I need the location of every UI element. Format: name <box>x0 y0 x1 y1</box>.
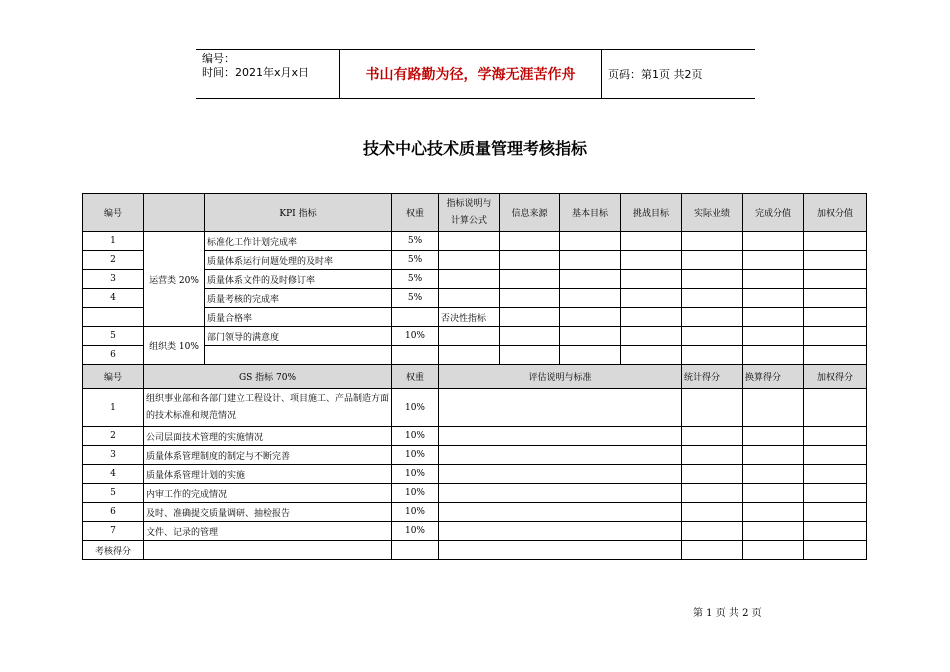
total-row <box>83 541 867 560</box>
motto: 书山有路勤为径，学海无涯苦作舟 <box>365 67 576 83</box>
header-motto-cell <box>339 50 602 98</box>
col-weighted: 加权分值 <box>804 194 867 232</box>
page-label: 页码：第1页 共2页 <box>608 68 703 81</box>
col-kpi: KPI 指标 <box>205 194 392 232</box>
table-row: 4 质量体系管理计划的实施 10% <box>83 465 867 484</box>
table-row: 5 组织类 10% 部门领导的满意度 10% <box>83 327 867 346</box>
gs-col-weight: 权重 <box>392 365 439 389</box>
total-label: 考核得分 <box>83 541 144 560</box>
table-row: 2 公司层面技术管理的实施情况 10% <box>83 427 867 446</box>
gs-col-weighted: 加权得分 <box>804 365 867 389</box>
table-row: 5 内审工作的完成情况 10% <box>83 484 867 503</box>
col-actual: 实际业绩 <box>682 194 743 232</box>
table-row: 质量合格率 否决性指标 <box>83 308 867 327</box>
assessment-table <box>82 193 867 560</box>
veto-indicator: 否决性指标 <box>439 308 500 327</box>
group-org: 组织类 10% <box>144 327 205 365</box>
gs-header-row <box>83 365 867 389</box>
table-row: 2 质量体系运行问题处理的及时率 5% <box>83 251 867 270</box>
gs-col-indicator: GS 指标 70% <box>144 365 392 389</box>
table-row: 4 质量考核的完成率 5% <box>83 289 867 308</box>
gs-col-stat: 统计得分 <box>682 365 743 389</box>
col-number: 编号 <box>83 194 144 232</box>
gs-col-number: 编号 <box>83 365 144 389</box>
col-source: 信息来源 <box>500 194 560 232</box>
col-category <box>144 194 205 232</box>
table-row: 6 及时、准确提交质量调研、抽检报告 10% <box>83 503 867 522</box>
table-row: 3 质量体系管理制度的制定与不断完善 10% <box>83 446 867 465</box>
gs-col-convert: 换算得分 <box>743 365 804 389</box>
time-label: 时间：2021年x月x日 <box>202 66 310 79</box>
table-row: 3 质量体系文件的及时修订率 5% <box>83 270 867 289</box>
table-row: 7 文件、记录的管理 10% <box>83 522 867 541</box>
col-desc: 指标说明与 计算公式 <box>439 194 500 232</box>
col-weight: 权重 <box>392 194 439 232</box>
document-header <box>196 49 755 99</box>
gs-col-eval: 评估说明与标准 <box>439 365 682 389</box>
table-row: 1 组织事业部和各部门建立工程设计、项目施工、产品制造方面的技术标准和规范情况 10% <box>83 389 867 427</box>
number-label: 编号： <box>202 52 235 65</box>
kpi-header-row <box>83 194 867 232</box>
col-score: 完成分值 <box>743 194 804 232</box>
header-info <box>196 50 339 98</box>
col-base: 基本目标 <box>560 194 621 232</box>
table-row: 6 <box>83 346 867 365</box>
group-ops: 运营类 20% <box>144 232 205 327</box>
col-challenge: 挑战目标 <box>621 194 682 232</box>
page-title: 技术中心技术质量管理考核指标 <box>362 139 587 158</box>
header-page-cell <box>602 50 755 98</box>
table-row: 1 运营类 20% 标准化工作计划完成率 5% <box>83 232 867 251</box>
page-footer: 第 1 页 共 2 页 <box>693 608 762 619</box>
